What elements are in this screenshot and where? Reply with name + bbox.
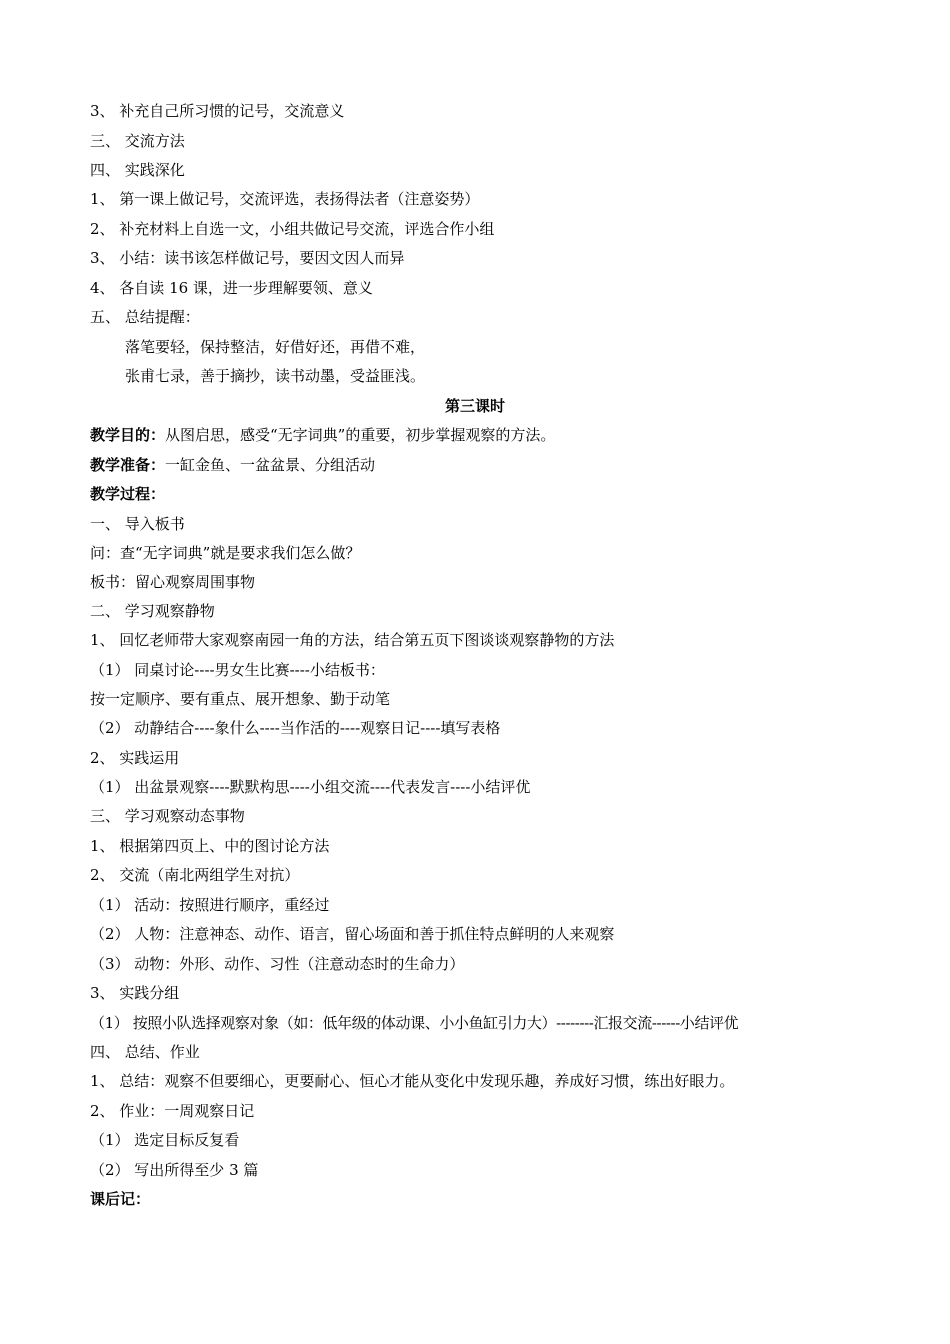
section-heading: 二、 学习观察静物 xyxy=(90,602,215,620)
teaching-goal xyxy=(90,425,870,445)
sub-step-item: （3） 动物：外形、动作、习性（注意动态时的生命力） xyxy=(90,955,465,973)
step-item: 2、 作业：一周观察日记 xyxy=(90,1102,255,1120)
text-line: 板书：留心观察周围事物 xyxy=(90,573,256,591)
teaching-prep-label: 教学准备： xyxy=(90,456,166,474)
verse-line: 落笔要轻，保持整洁，好借好还，再借不难， xyxy=(125,338,426,356)
sub-step-item: （1） 同桌讨论----男女生比赛----小结板书： xyxy=(90,661,385,679)
section-heading: 一、 导入板书 xyxy=(90,515,185,533)
afterword-label: 课后记： xyxy=(90,1190,151,1208)
step-item: 2、 补充材料上自选一文，小组共做记号交流，评选合作小组 xyxy=(90,220,495,238)
step-item: 2、 实践运用 xyxy=(90,749,180,767)
sub-step-item: （1） 按照小队选择观察对象（如：低年级的体动课、小小鱼缸引力大）--------汇报交流------小结评优 xyxy=(90,1014,739,1032)
section-heading: 四、 实践深化 xyxy=(90,161,185,179)
sub-step-item: （1） 活动：按照进行顺序，重经过 xyxy=(90,896,330,914)
teaching-prep-text: 一缸金鱼、一盆盆景、分组活动 xyxy=(165,456,376,474)
text-line: 按一定顺序、要有重点、展开想象、勤于动笔 xyxy=(90,690,391,708)
teaching-goal-label: 教学目的： xyxy=(90,426,166,444)
verse-line: 张甫七录，善于摘抄，读书动墨，受益匪浅。 xyxy=(125,367,426,385)
step-item: 3、 补充自己所习惯的记号，交流意义 xyxy=(90,102,345,120)
section-heading: 三、 学习观察动态事物 xyxy=(90,807,245,825)
sub-step-item: （2） 写出所得至少 3 篇 xyxy=(90,1161,259,1179)
lesson-title: 第三课时 xyxy=(444,397,505,415)
section-heading: 五、 总结提醒： xyxy=(90,308,200,326)
step-item: 1、 第一课上做记号，交流评选，表扬得法者（注意姿势） xyxy=(90,190,480,208)
teaching-prep xyxy=(90,455,870,475)
step-item: 4、 各自读 16 课，进一步理解要领、意义 xyxy=(90,279,373,297)
step-item: 2、 交流（南北两组学生对抗） xyxy=(90,866,300,884)
sub-step-item: （2） 人物：注意神态、动作、语言，留心场面和善于抓住特点鲜明的人来观察 xyxy=(90,925,615,943)
section-heading: 三、 交流方法 xyxy=(90,132,185,150)
teaching-goal-text: 从图启思，感受“无字词典”的重要，初步掌握观察的方法。 xyxy=(165,426,556,444)
sub-step-item: （1） 出盆景观察----默默构思----小组交流----代表发言----小结评优 xyxy=(90,778,531,796)
step-item: 1、 回忆老师带大家观察南园一角的方法，结合第五页下图谈谈观察静物的方法 xyxy=(90,631,615,649)
step-item: 3、 小结：读书该怎样做记号，要因文因人而异 xyxy=(90,249,405,267)
step-item: 1、 根据第四页上、中的图讨论方法 xyxy=(90,837,330,855)
sub-step-item: （1） 选定目标反复看 xyxy=(90,1131,240,1149)
section-heading: 四、 总结、作业 xyxy=(90,1043,200,1061)
teaching-process-label: 教学过程： xyxy=(90,485,166,503)
step-item: 1、 总结：观察不但要细心，更要耐心、恒心才能从变化中发现乐趣，养成好习惯，练出好眼力。 xyxy=(90,1072,735,1090)
step-item: 3、 实践分组 xyxy=(90,984,180,1002)
text-line: 问：查“无字词典”就是要求我们怎么做？ xyxy=(90,544,361,562)
sub-step-item: （2） 动静结合----象什么----当作活的----观察日记----填写表格 xyxy=(90,719,501,737)
